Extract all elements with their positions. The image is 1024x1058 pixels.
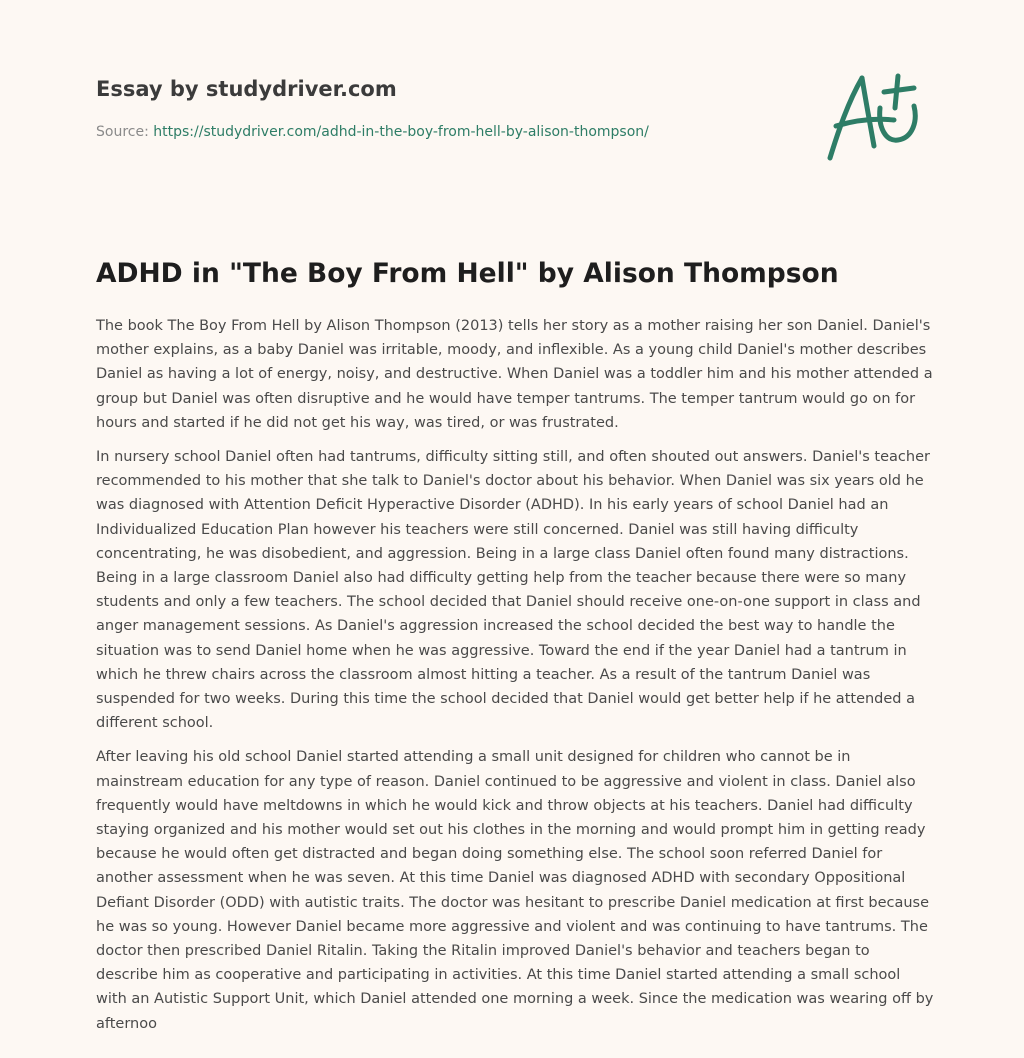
page-header (96, 74, 796, 142)
site-title: Essay by studydriver.com (96, 77, 397, 101)
source-label: Source: (96, 124, 154, 140)
essay-paragraph: The book The Boy From Hell by Alison Thompson (2013) tells her story as a mother raising her son Daniel. Daniel's mother explains, as a baby Daniel was irritable, moody, and inflexible. As a young child Daniel's mother describes Daniel as having a lot of energy, noisy, and destructive. When Daniel was a toddler him and his mother attended a group but Daniel was often disruptive and he would have temper tantrums. The temper tantrum would go on for hours and started if he did not get his way, was tired, or was frustrated. (96, 318, 933, 431)
essay-paragraph: After leaving his old school Daniel started attending a small unit designed for children who cannot be in mainstream education for any type of reason. Daniel continued to be aggressive and violent in class. Daniel also frequently would have meltdowns in which he would kick and throw objects at his teachers. Daniel had difficulty staying organized and his mother would set out his clothes in the morning and would prompt him in getting ready because he would often get distracted and began doing something else. The school soon referred Daniel for another assessment when he was seven. At this time Daniel was diagnosed ADHD with secondary Oppositional Defiant Disorder (ODD) with autistic traits. The doctor was hesitant to prescribe Daniel medication at first because he was so young. However Daniel became more aggressive and violent and was continuing to have tantrums. The doctor then prescribed Daniel Ritalin. Taking the Ritalin improved Daniel's behavior and teachers began to describe him as cooperative and participating in activities. At this time Daniel started attending a small school with an Autistic Support Unit, which Daniel attended one morning a week. Since the medication was wearing off by afternoo (96, 749, 934, 1032)
a-plus-logo-icon (822, 66, 926, 164)
essay-paragraph: In nursery school Daniel often had tantrums, difficulty sitting still, and often shouted out answers. Daniel's teacher recommended to his mother that she talk to Daniel's doctor about his behavior. When Daniel was six years old he was diagnosed with Attention Deficit Hyperactive Disorder (ADHD). In his early years of school Daniel had an Individualized Education Plan however his teachers were still concerned. Daniel was still having difficulty concentrating, he was disobedient, and aggression. Being in a large class Daniel often found many distractions. Being in a large classroom Daniel also had difficulty getting help from the teacher because there were so many students and only a few teachers. The school decided that Daniel should receive one-on-one support in class and anger management sessions. As Daniel's aggression increased the school decided the best way to handle the situation was to send Daniel home when he was aggressive. Toward the end if the year Daniel had a tantrum in which he threw chairs across the classroom almost hitting a teacher. As a result of the tantrum Daniel was suspended for two weeks. During this time the school decided that Daniel would get better help if he attended a different school. (96, 449, 930, 732)
essay-body (96, 314, 934, 1046)
essay-title: ADHD in "The Boy From Hell" by Alison Thompson (96, 258, 839, 289)
source-link[interactable]: https://studydriver.com/adhd-in-the-boy-from-hell-by-alison-thompson/ (153, 124, 649, 140)
source-line (96, 122, 796, 142)
